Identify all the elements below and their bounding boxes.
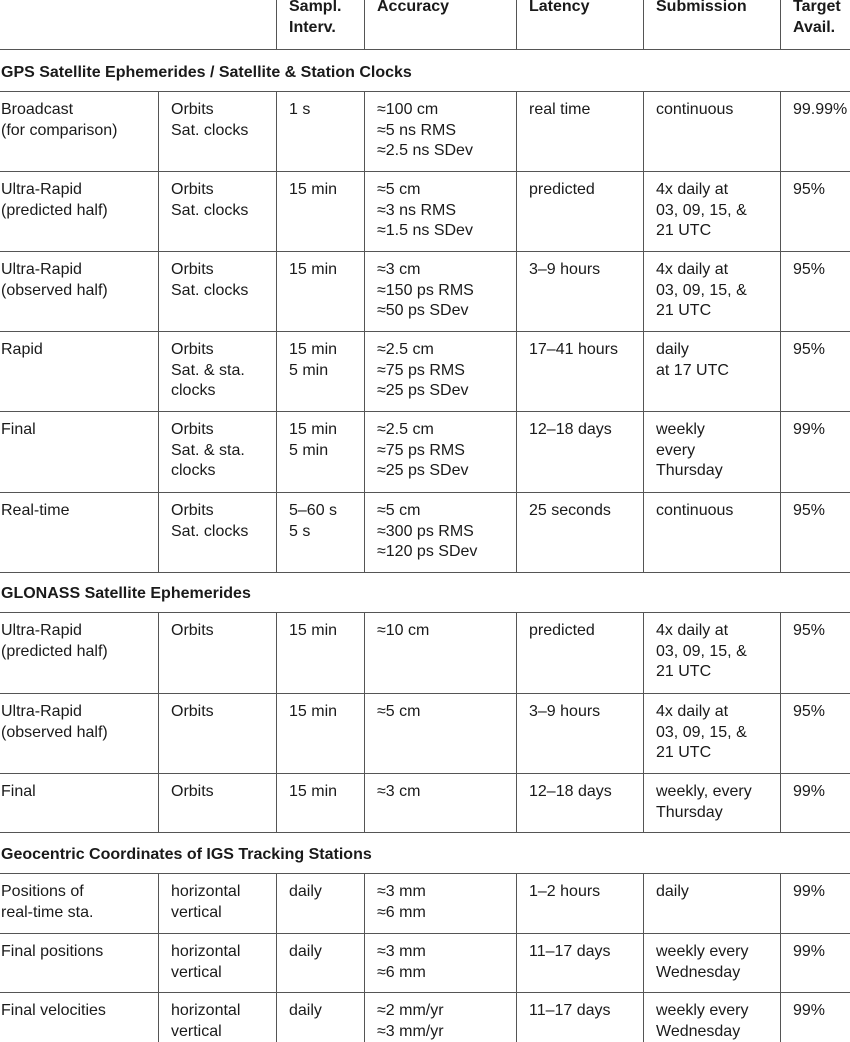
table-cell-avail: 99% [793,1002,826,1019]
row-rule [0,171,850,172]
table-cell-interval: 5–60 s 5 s [289,502,338,540]
table-cell-product: Final positions [1,943,104,960]
table-cell-submission: continuous [656,502,734,519]
table-cell-quantity: Orbits Sat. clocks [171,261,249,299]
table-cell-product: Ultra-Rapid (predicted half) [1,622,108,660]
table-cell-interval: 15 min [289,703,338,720]
column-divider [276,612,277,832]
table-cell-product: Final velocities [1,1002,106,1019]
row-rule [0,832,850,833]
table-cell-accuracy: ≈5 cm ≈300 ps RMS ≈120 ps SDev [377,502,478,560]
table-cell-interval: daily [289,1002,322,1019]
table-cell-avail: 95% [793,341,826,358]
row-rule [0,933,850,934]
table-cell-quantity: Orbits Sat. & sta. clocks [171,421,245,479]
table-cell-accuracy: ≈100 cm ≈5 ns RMS ≈2.5 ns SDev [377,101,473,159]
table-cell-latency: 3–9 hours [529,703,601,720]
table-cell-product: Broadcast (for comparison) [1,101,118,139]
table-cell-latency: real time [529,101,591,118]
table-cell-quantity: horizontal vertical [171,883,241,921]
row-rule [0,251,850,252]
column-divider [276,0,277,49]
table-cell-avail: 99.99% [793,101,848,118]
table-cell-product: Ultra-Rapid (observed half) [1,703,108,741]
table-cell-avail: 95% [793,502,826,519]
table-cell-interval: daily [289,943,322,960]
row-rule [0,331,850,332]
table-cell-interval: daily [289,883,322,900]
table-cell-accuracy: ≈3 cm ≈150 ps RMS ≈50 ps SDev [377,261,474,319]
row-rule [0,411,850,412]
column-divider [643,0,644,49]
column-divider [780,873,781,1042]
table-cell-submission: weekly, every Thursday [656,783,752,821]
column-divider [364,0,365,49]
table-cell-submission: 4x daily at 03, 09, 15, & 21 UTC [656,261,747,319]
table-cell-avail: 99% [793,783,826,800]
section-rule [0,873,850,874]
table-cell-interval: 15 min [289,622,338,639]
column-divider [780,0,781,49]
table-cell-avail: 99% [793,421,826,438]
table-cell-product: Rapid [1,341,43,358]
table-cell-accuracy: ≈2 mm/yr ≈3 mm/yr [377,1002,444,1040]
table-cell-submission: 4x daily at 03, 09, 15, & 21 UTC [656,181,747,239]
section-rule [0,612,850,613]
table-cell-interval: 15 min 5 min [289,421,338,459]
row-rule [0,992,850,993]
table-cell-interval: 1 s [289,101,311,118]
table-cell-submission: daily at 17 UTC [656,341,729,379]
row-rule [0,572,850,573]
table-cell-product: Ultra-Rapid (observed half) [1,261,108,299]
table-cell-accuracy: ≈3 mm ≈6 mm [377,883,426,921]
table-cell-latency: 12–18 days [529,783,612,800]
table-cell-avail: 99% [793,943,826,960]
header-sampl-interv: Sampl. Interv. [289,0,342,36]
header-target-avail: Target Avail. [793,0,841,36]
table-cell-quantity: Orbits Sat. clocks [171,502,249,540]
table-cell-latency: 1–2 hours [529,883,601,900]
row-rule [0,773,850,774]
section-title: GLONASS Satellite Ephemerides [1,585,251,602]
table-cell-avail: 95% [793,622,826,639]
table-cell-accuracy: ≈5 cm [377,703,421,720]
row-rule [0,693,850,694]
column-divider [643,873,644,1042]
table-cell-quantity: Orbits [171,622,214,639]
table-cell-latency: predicted [529,622,595,639]
section-title: Geocentric Coordinates of IGS Tracking Stations [1,846,372,863]
table-cell-submission: weekly every Wednesday [656,1002,749,1040]
table-cell-accuracy: ≈3 mm ≈6 mm [377,943,426,981]
table-cell-quantity: Orbits [171,703,214,720]
table-cell-accuracy: ≈2.5 cm ≈75 ps RMS ≈25 ps SDev [377,421,469,479]
table-cell-quantity: Orbits Sat. & sta. clocks [171,341,245,399]
table-cell-submission: weekly every Wednesday [656,943,749,981]
table-cell-avail: 95% [793,703,826,720]
table-cell-accuracy: ≈10 cm [377,622,430,639]
table-cell-latency: 12–18 days [529,421,612,438]
table-cell-submission: daily [656,883,689,900]
table-cell-avail: 95% [793,181,826,198]
column-divider [643,612,644,832]
section-title: GPS Satellite Ephemerides / Satellite & Station Clocks [1,64,412,81]
table-cell-latency: 11–17 days [529,943,611,960]
row-rule [0,492,850,493]
table-cell-accuracy: ≈2.5 cm ≈75 ps RMS ≈25 ps SDev [377,341,469,399]
column-divider [158,873,159,1042]
column-divider [158,612,159,832]
table-cell-submission: weekly every Thursday [656,421,723,479]
table-cell-product: Positions of real-time sta. [1,883,94,921]
column-divider [516,0,517,49]
table-cell-accuracy: ≈5 cm ≈3 ns RMS ≈1.5 ns SDev [377,181,473,239]
table-cell-latency: 3–9 hours [529,261,601,278]
table-cell-submission: 4x daily at 03, 09, 15, & 21 UTC [656,703,747,761]
header-accuracy: Accuracy [377,0,450,15]
table-cell-accuracy: ≈3 cm [377,783,421,800]
table-cell-avail: 95% [793,261,826,278]
table-cell-latency: 25 seconds [529,502,611,519]
table-cell-latency: predicted [529,181,595,198]
table-cell-product: Real-time [1,502,70,519]
table-cell-avail: 99% [793,883,826,900]
table-cell-product: Final [1,421,36,438]
header-submission: Submission [656,0,747,15]
table-cell-latency: 17–41 hours [529,341,618,358]
table-cell-submission: 4x daily at 03, 09, 15, & 21 UTC [656,622,747,680]
table-cell-quantity: Orbits Sat. clocks [171,101,249,139]
table-cell-quantity: horizontal vertical [171,1002,241,1040]
table-cell-interval: 15 min [289,181,338,198]
table-cell-product: Ultra-Rapid (predicted half) [1,181,108,219]
column-divider [364,612,365,832]
column-divider [516,612,517,832]
table-cell-submission: continuous [656,101,734,118]
table-cell-interval: 15 min [289,783,338,800]
column-divider [364,873,365,1042]
section-rule [0,91,850,92]
table-cell-quantity: Orbits [171,783,214,800]
table-cell-product: Final [1,783,36,800]
column-divider [516,873,517,1042]
table-cell-quantity: horizontal vertical [171,943,241,981]
column-divider [780,612,781,832]
table-cell-latency: 11–17 days [529,1002,611,1019]
header-latency: Latency [529,0,590,15]
column-divider [276,873,277,1042]
table-cell-interval: 15 min [289,261,338,278]
table-cell-quantity: Orbits Sat. clocks [171,181,249,219]
table-cell-interval: 15 min 5 min [289,341,338,379]
header-rule [0,49,850,50]
